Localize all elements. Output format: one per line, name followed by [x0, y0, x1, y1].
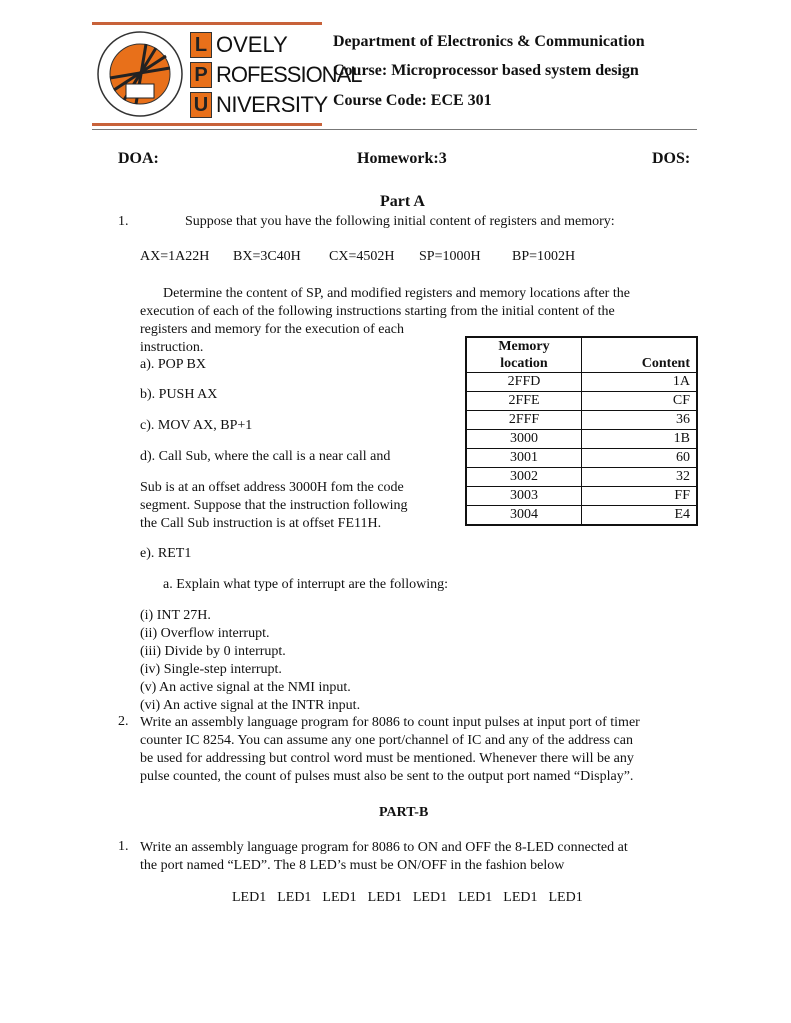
logo-initial: P: [190, 62, 212, 88]
q2-number: 2.: [118, 714, 129, 729]
table-row: [466, 411, 697, 430]
register-values: [140, 249, 575, 265]
interrupt-item: (iv) Single-step interrupt.: [140, 662, 282, 677]
instruction-line: Determine the content of SP, and modified registers and memory locations after the: [163, 286, 630, 301]
cell-location: 3003: [466, 487, 582, 506]
logo-bottom-rule: [92, 123, 322, 126]
cell-content: 1A: [582, 373, 698, 392]
q2-line: Write an assembly language program for 8086 to count input pulses at input port of timer: [140, 715, 640, 730]
table-row: [466, 506, 697, 526]
q2-line: counter IC 8254. You can assume any one port/channel of IC and any of the address can: [140, 733, 633, 748]
q1-number: 1.: [118, 214, 129, 229]
cell-content: 60: [582, 449, 698, 468]
memory-table: [465, 336, 698, 526]
header-memory: Memory: [498, 339, 550, 354]
register-cx: CX=4502H: [329, 249, 395, 264]
university-logo: [92, 22, 362, 126]
part-b-q1-line: Write an assembly language program for 8086 to ON and OFF the 8-LED connected at: [140, 840, 628, 855]
interrupt-item: (i) INT 27H.: [140, 608, 211, 623]
item-d-detail: Sub is at an offset address 3000H fom the code: [140, 480, 404, 495]
logo-word: ROFESSIONAL: [216, 62, 362, 87]
cell-location: 3002: [466, 468, 582, 487]
cell-location: 2FFD: [466, 373, 582, 392]
item-d: d). Call Sub, where the call is a near call and: [140, 449, 391, 464]
cell-content: 32: [582, 468, 698, 487]
part-b-q1-number: 1.: [118, 839, 129, 854]
table-row: [466, 392, 697, 411]
header-content: Content: [582, 337, 698, 373]
q2-line: be used for addressing but control word must be mentioned. Whenever there will be any: [140, 751, 634, 766]
sub-question-a: a. Explain what type of interrupt are the following:: [163, 577, 448, 592]
part-b-title: PART-B: [379, 805, 429, 820]
instruction-line: execution of each of the following instructions starting from the initial content of the: [140, 304, 615, 319]
logo-word: OVELY: [216, 32, 288, 57]
course-title: Course: Microprocessor based system design: [333, 62, 639, 79]
cell-location: 3001: [466, 449, 582, 468]
cell-content: CF: [582, 392, 698, 411]
cell-location: 3004: [466, 506, 582, 526]
q1-intro: Suppose that you have the following initial content of registers and memory:: [185, 214, 615, 229]
register-bx: BX=3C40H: [233, 249, 301, 264]
register-ax: AX=1A22H: [140, 249, 210, 264]
doa-label: DOA:: [118, 150, 159, 167]
interrupt-item: (vi) An active signal at the INTR input.: [140, 698, 361, 713]
cell-content: FF: [582, 487, 698, 506]
instruction-line: registers and memory for the execution of each: [140, 322, 404, 337]
interrupt-item: (ii) Overflow interrupt.: [140, 626, 270, 641]
table-row: [466, 468, 697, 487]
cell-content: E4: [582, 506, 698, 526]
memory-table-header: [466, 337, 697, 373]
logo-initial: U: [190, 92, 212, 118]
homework-label: Homework:3: [357, 150, 447, 167]
interrupt-item: (v) An active signal at the NMI input.: [140, 680, 351, 695]
item-d-detail: the Call Sub instruction is at offset FE11H.: [140, 516, 382, 531]
table-row: [466, 487, 697, 506]
led-sequence: LED1 LED1 LED1 LED1 LED1 LED1 LED1 LED1: [232, 890, 583, 905]
logo-initial: L: [190, 32, 212, 58]
part-a-title: Part A: [380, 193, 425, 210]
course-code: Course Code: ECE 301: [333, 92, 492, 109]
q2-line: pulse counted, the count of pulses must also be sent to the output port named “Display”.: [140, 769, 634, 784]
header-memory-location: [466, 337, 582, 373]
table-row: [466, 430, 697, 449]
cell-content: 36: [582, 411, 698, 430]
register-bp: BP=1002H: [512, 249, 576, 264]
header-location: location: [500, 356, 548, 371]
logo-top-rule: [92, 22, 322, 25]
department-title: Department of Electronics & Communication: [333, 33, 645, 50]
logo-word: NIVERSITY: [216, 92, 328, 117]
item-a: a). POP BX: [140, 357, 206, 372]
logo-emblem-icon: [96, 28, 184, 120]
item-d-detail: segment. Suppose that the instruction following: [140, 498, 408, 513]
interrupt-item: (iii) Divide by 0 interrupt.: [140, 644, 286, 659]
table-row: [466, 449, 697, 468]
table-row: [466, 373, 697, 392]
instruction-line: instruction.: [140, 340, 204, 355]
cell-location: 2FFF: [466, 411, 582, 430]
cell-location: 2FFE: [466, 392, 582, 411]
item-b: b). PUSH AX: [140, 387, 218, 402]
header-divider: [92, 129, 697, 130]
item-e: e). RET1: [140, 546, 192, 561]
item-c: c). MOV AX, BP+1: [140, 418, 253, 433]
register-sp: SP=1000H: [419, 249, 481, 264]
cell-content: 1B: [582, 430, 698, 449]
dos-label: DOS:: [652, 150, 691, 167]
part-b-q1-line: the port named “LED”. The 8 LED’s must be ON/OFF in the fashion below: [140, 858, 565, 873]
cell-location: 3000: [466, 430, 582, 449]
